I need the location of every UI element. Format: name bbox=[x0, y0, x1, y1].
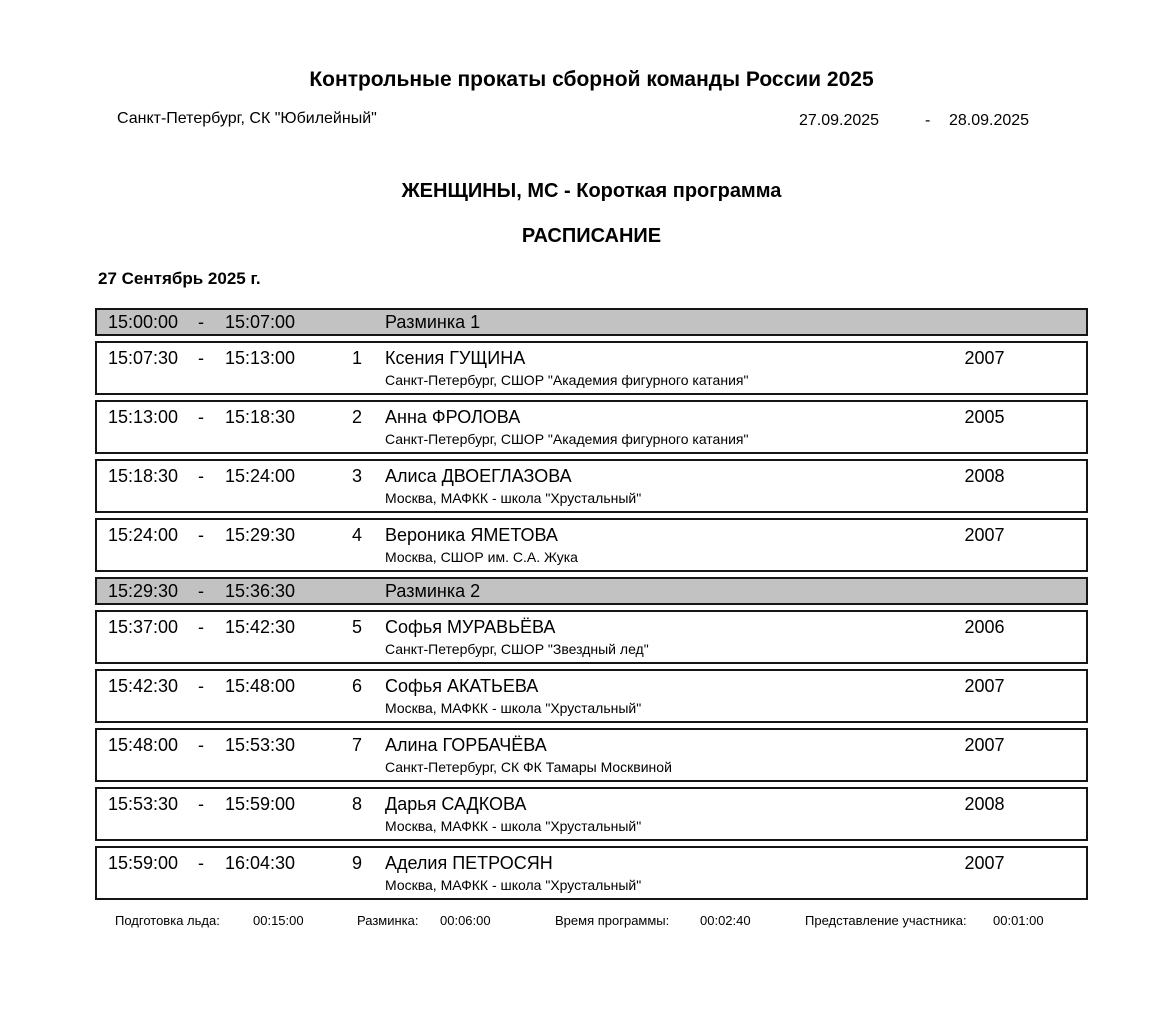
skater-affiliation: Санкт-Петербург, СШОР "Академия фигурного катания" bbox=[385, 431, 749, 447]
skater-affiliation: Москва, МАФКК - школа "Хрустальный" bbox=[385, 818, 642, 834]
legend-value: 00:15:00 bbox=[253, 913, 304, 928]
skater-name: Алина ГОРБАЧЁВА bbox=[385, 735, 547, 755]
birth-year: 2008 bbox=[964, 794, 1005, 814]
skater-affiliation: Санкт-Петербург, СШОР "Звездный лед" bbox=[385, 641, 649, 657]
venue-label: Санкт-Петербург, СК "Юбилейный" bbox=[117, 110, 377, 127]
time-separator: - bbox=[198, 525, 204, 545]
skater-row bbox=[95, 518, 1088, 572]
skate-start-time: 15:13:00 bbox=[108, 407, 179, 427]
time-separator: - bbox=[198, 853, 204, 873]
skater-affiliation: Москва, МАФКК - школа "Хрустальный" bbox=[385, 490, 642, 506]
legend-label: Разминка: bbox=[357, 913, 419, 928]
skater-row bbox=[95, 459, 1088, 513]
schedule-table bbox=[95, 308, 1088, 905]
skate-start-time: 15:18:30 bbox=[108, 466, 179, 486]
legend-label: Представление участника: bbox=[805, 913, 967, 928]
time-separator: - bbox=[198, 617, 204, 637]
warmup-label: Разминка 1 bbox=[385, 312, 481, 332]
date-range-separator: - bbox=[925, 112, 931, 129]
birth-year: 2007 bbox=[964, 525, 1005, 545]
legend-footer bbox=[95, 913, 1088, 943]
skate-end-time: 15:24:00 bbox=[225, 466, 296, 486]
skater-affiliation: Москва, МАФКК - школа "Хрустальный" bbox=[385, 877, 642, 893]
event-category-title: ЖЕНЩИНЫ, МС - Короткая программа bbox=[401, 180, 782, 202]
skate-end-time: 15:59:00 bbox=[225, 794, 296, 814]
skate-start-time: 15:37:00 bbox=[108, 617, 179, 637]
skater-row bbox=[95, 341, 1088, 395]
skater-affiliation: Санкт-Петербург, СШОР "Академия фигурного катания" bbox=[385, 372, 749, 388]
birth-year: 2007 bbox=[964, 348, 1005, 368]
warmup-end-time: 15:36:30 bbox=[225, 581, 296, 601]
skate-start-time: 15:24:00 bbox=[108, 525, 179, 545]
time-separator: - bbox=[198, 676, 204, 696]
skate-start-time: 15:53:30 bbox=[108, 794, 179, 814]
time-separator: - bbox=[198, 348, 204, 368]
birth-year: 2006 bbox=[964, 617, 1005, 637]
start-number: 2 bbox=[351, 407, 362, 427]
time-separator: - bbox=[198, 466, 204, 486]
skate-end-time: 16:04:30 bbox=[225, 853, 296, 873]
birth-year: 2007 bbox=[964, 853, 1005, 873]
skate-end-time: 15:53:30 bbox=[225, 735, 296, 755]
start-number: 6 bbox=[351, 676, 362, 696]
time-separator: - bbox=[198, 794, 204, 814]
start-number: 8 bbox=[351, 794, 362, 814]
start-number: 4 bbox=[351, 525, 362, 545]
schedule-heading: РАСПИСАНИЕ bbox=[521, 225, 662, 247]
skater-affiliation: Москва, СШОР им. С.А. Жука bbox=[385, 549, 578, 565]
skate-end-time: 15:13:00 bbox=[225, 348, 296, 368]
skater-row bbox=[95, 846, 1088, 900]
skate-start-time: 15:42:30 bbox=[108, 676, 179, 696]
legend-value: 00:06:00 bbox=[440, 913, 491, 928]
skate-start-time: 15:07:30 bbox=[108, 348, 179, 368]
legend-label: Подготовка льда: bbox=[115, 913, 220, 928]
warmup-start-time: 15:00:00 bbox=[108, 312, 179, 332]
warmup-row bbox=[95, 577, 1088, 605]
skate-start-time: 15:48:00 bbox=[108, 735, 179, 755]
start-number: 9 bbox=[351, 853, 362, 873]
skater-name: Дарья САДКОВА bbox=[385, 794, 527, 814]
start-number: 7 bbox=[351, 735, 362, 755]
start-number: 5 bbox=[351, 617, 362, 637]
warmup-row bbox=[95, 308, 1088, 336]
day-heading: 27 Сентябрь 2025 г. bbox=[98, 269, 261, 288]
birth-year: 2005 bbox=[964, 407, 1005, 427]
time-separator: - bbox=[198, 407, 204, 427]
time-separator: - bbox=[198, 581, 204, 601]
time-separator: - bbox=[198, 735, 204, 755]
skate-end-time: 15:29:30 bbox=[225, 525, 296, 545]
skater-row bbox=[95, 728, 1088, 782]
event-end-date: 28.09.2025 bbox=[949, 112, 1030, 129]
warmup-start-time: 15:29:30 bbox=[108, 581, 179, 601]
skater-row bbox=[95, 400, 1088, 454]
skater-affiliation: Москва, МАФКК - школа "Хрустальный" bbox=[385, 700, 642, 716]
skater-row bbox=[95, 669, 1088, 723]
legend-value: 00:02:40 bbox=[700, 913, 751, 928]
start-number: 3 bbox=[351, 466, 362, 486]
event-start-date: 27.09.2025 bbox=[799, 112, 880, 129]
time-separator: - bbox=[198, 312, 204, 332]
skate-end-time: 15:18:30 bbox=[225, 407, 296, 427]
start-number: 1 bbox=[351, 348, 362, 368]
venue-date-line bbox=[95, 110, 1088, 134]
birth-year: 2007 bbox=[964, 676, 1005, 696]
warmup-label: Разминка 2 bbox=[385, 581, 481, 601]
skate-start-time: 15:59:00 bbox=[108, 853, 179, 873]
skater-name: Анна ФРОЛОВА bbox=[385, 407, 521, 427]
skate-end-time: 15:48:00 bbox=[225, 676, 296, 696]
skater-name: Ксения ГУЩИНА bbox=[385, 348, 526, 368]
legend-value: 00:01:00 bbox=[993, 913, 1044, 928]
skater-name: Алиса ДВОЕГЛАЗОВА bbox=[385, 466, 572, 486]
document-title: Контрольные прокаты сборной команды России 2025 bbox=[309, 68, 874, 91]
skater-name: Вероника ЯМЕТОВА bbox=[385, 525, 558, 545]
skater-name: Софья АКАТЬЕВА bbox=[385, 676, 539, 696]
skater-name: Аделия ПЕТРОСЯН bbox=[385, 853, 553, 873]
skater-row bbox=[95, 787, 1088, 841]
skater-affiliation: Санкт-Петербург, СК ФК Тамары Москвиной bbox=[385, 759, 672, 775]
skater-row bbox=[95, 610, 1088, 664]
legend-label: Время программы: bbox=[555, 913, 670, 928]
skater-name: Софья МУРАВЬЁВА bbox=[385, 617, 556, 637]
skate-end-time: 15:42:30 bbox=[225, 617, 296, 637]
birth-year: 2008 bbox=[964, 466, 1005, 486]
warmup-end-time: 15:07:00 bbox=[225, 312, 296, 332]
birth-year: 2007 bbox=[964, 735, 1005, 755]
